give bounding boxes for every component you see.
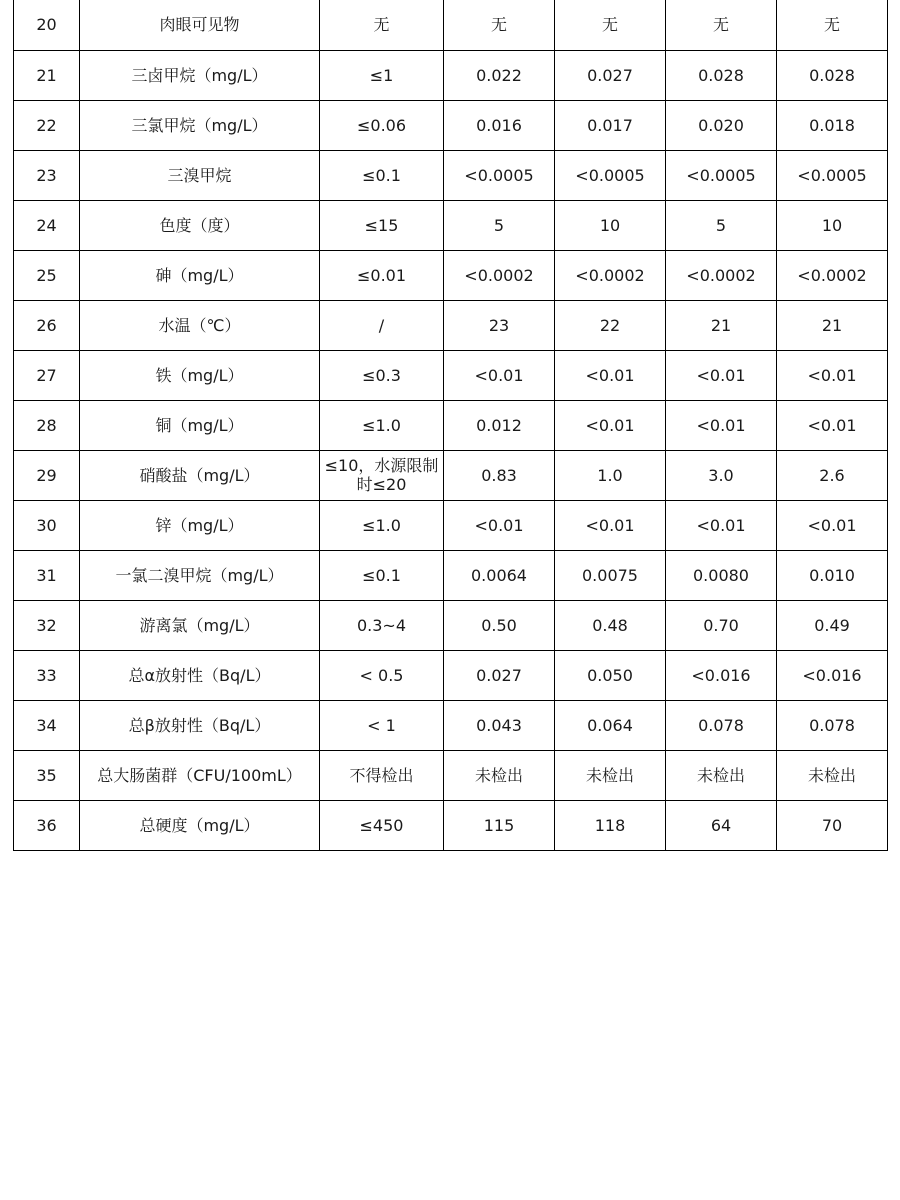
sample-2-value: 1.0: [555, 450, 666, 500]
sample-3-value: 0.020: [666, 100, 777, 150]
sample-3-value: <0.0005: [666, 150, 777, 200]
table-row: [14, 150, 888, 200]
test-item: 三卤甲烷（mg/L）: [80, 50, 320, 100]
table-row: [14, 550, 888, 600]
sample-3-value: <0.01: [666, 400, 777, 450]
sample-2-value: 未检出: [555, 750, 666, 800]
table-row: [14, 100, 888, 150]
table-row: [14, 700, 888, 750]
sample-4-value: 0.078: [777, 700, 888, 750]
row-number: 31: [14, 550, 80, 600]
row-number: 23: [14, 150, 80, 200]
sample-1-value: <0.01: [444, 500, 555, 550]
sample-4-value: <0.01: [777, 400, 888, 450]
row-number: 28: [14, 400, 80, 450]
sample-3-value: <0.0002: [666, 250, 777, 300]
sample-3-value: 3.0: [666, 450, 777, 500]
sample-2-value: <0.0005: [555, 150, 666, 200]
table-row: [14, 300, 888, 350]
sample-1-value: 23: [444, 300, 555, 350]
sample-4-value: 0.018: [777, 100, 888, 150]
sample-1-value: <0.0005: [444, 150, 555, 200]
sample-1-value: 0.83: [444, 450, 555, 500]
table-row: [14, 400, 888, 450]
sample-4-value: <0.016: [777, 650, 888, 700]
standard-limit: ≤0.1: [320, 550, 444, 600]
sample-3-value: <0.016: [666, 650, 777, 700]
sample-1-value: 无: [444, 0, 555, 50]
sample-3-value: 5: [666, 200, 777, 250]
standard-limit: ≤450: [320, 800, 444, 850]
test-item: 游离氯（mg/L）: [80, 600, 320, 650]
sample-1-value: 0.0064: [444, 550, 555, 600]
sample-3-value: <0.01: [666, 350, 777, 400]
sample-2-value: 0.48: [555, 600, 666, 650]
test-item: 总α放射性（Bq/L）: [80, 650, 320, 700]
sample-2-value: 0.017: [555, 100, 666, 150]
sample-4-value: 21: [777, 300, 888, 350]
test-item: 三溴甲烷: [80, 150, 320, 200]
standard-limit: ≤1.0: [320, 500, 444, 550]
sample-2-value: 无: [555, 0, 666, 50]
test-item: 铁（mg/L）: [80, 350, 320, 400]
sample-3-value: 无: [666, 0, 777, 50]
sample-1-value: 0.027: [444, 650, 555, 700]
sample-1-value: 0.012: [444, 400, 555, 450]
row-number: 34: [14, 700, 80, 750]
sample-4-value: 未检出: [777, 750, 888, 800]
table-row: [14, 600, 888, 650]
standard-limit: ≤1.0: [320, 400, 444, 450]
table-body: [14, 0, 888, 850]
test-item: 总硬度（mg/L）: [80, 800, 320, 850]
sample-4-value: <0.0002: [777, 250, 888, 300]
standard-limit: /: [320, 300, 444, 350]
sample-3-value: 0.70: [666, 600, 777, 650]
sample-3-value: 未检出: [666, 750, 777, 800]
sample-2-value: 22: [555, 300, 666, 350]
sample-1-value: <0.0002: [444, 250, 555, 300]
sample-4-value: 10: [777, 200, 888, 250]
row-number: 36: [14, 800, 80, 850]
test-item: 三氯甲烷（mg/L）: [80, 100, 320, 150]
test-item: 水温（℃）: [80, 300, 320, 350]
sample-3-value: 0.028: [666, 50, 777, 100]
row-number: 32: [14, 600, 80, 650]
sample-3-value: 21: [666, 300, 777, 350]
sample-2-value: <0.01: [555, 400, 666, 450]
standard-limit: < 0.5: [320, 650, 444, 700]
table-row: [14, 450, 888, 500]
standard-limit: ≤1: [320, 50, 444, 100]
row-number: 26: [14, 300, 80, 350]
standard-limit: 0.3~4: [320, 600, 444, 650]
test-item: 锌（mg/L）: [80, 500, 320, 550]
sample-1-value: 未检出: [444, 750, 555, 800]
standard-limit: ≤0.1: [320, 150, 444, 200]
table-row: [14, 750, 888, 800]
sample-1-value: <0.01: [444, 350, 555, 400]
standard-limit: < 1: [320, 700, 444, 750]
table-row: [14, 800, 888, 850]
table-row: [14, 500, 888, 550]
row-number: 30: [14, 500, 80, 550]
sample-2-value: <0.01: [555, 500, 666, 550]
test-item: 色度（度）: [80, 200, 320, 250]
test-item: 铜（mg/L）: [80, 400, 320, 450]
standard-limit: ≤10，水源限制时≤20: [320, 450, 444, 500]
sample-4-value: <0.01: [777, 350, 888, 400]
sample-2-value: 0.0075: [555, 550, 666, 600]
sample-4-value: 0.49: [777, 600, 888, 650]
table-row: [14, 350, 888, 400]
table-row: [14, 250, 888, 300]
sample-2-value: 118: [555, 800, 666, 850]
row-number: 33: [14, 650, 80, 700]
sample-4-value: 0.028: [777, 50, 888, 100]
sample-2-value: 0.027: [555, 50, 666, 100]
test-item: 一氯二溴甲烷（mg/L）: [80, 550, 320, 600]
sample-4-value: 0.010: [777, 550, 888, 600]
row-number: 20: [14, 0, 80, 50]
test-item: 硝酸盐（mg/L）: [80, 450, 320, 500]
sample-4-value: 无: [777, 0, 888, 50]
sample-2-value: 0.064: [555, 700, 666, 750]
table-row: [14, 200, 888, 250]
standard-limit: ≤0.06: [320, 100, 444, 150]
sample-3-value: <0.01: [666, 500, 777, 550]
sample-3-value: 64: [666, 800, 777, 850]
table-row: [14, 650, 888, 700]
sample-1-value: 0.022: [444, 50, 555, 100]
test-item: 肉眼可见物: [80, 0, 320, 50]
row-number: 21: [14, 50, 80, 100]
standard-limit: ≤0.3: [320, 350, 444, 400]
test-item: 总β放射性（Bq/L）: [80, 700, 320, 750]
sample-1-value: 5: [444, 200, 555, 250]
standard-limit: 不得检出: [320, 750, 444, 800]
table-row: [14, 50, 888, 100]
row-number: 27: [14, 350, 80, 400]
sample-1-value: 115: [444, 800, 555, 850]
test-item: 砷（mg/L）: [80, 250, 320, 300]
sample-3-value: 0.0080: [666, 550, 777, 600]
row-number: 24: [14, 200, 80, 250]
sample-1-value: 0.043: [444, 700, 555, 750]
sample-3-value: 0.078: [666, 700, 777, 750]
row-number: 25: [14, 250, 80, 300]
sample-4-value: <0.0005: [777, 150, 888, 200]
row-number: 22: [14, 100, 80, 150]
sample-2-value: 10: [555, 200, 666, 250]
sample-1-value: 0.016: [444, 100, 555, 150]
standard-limit: ≤0.01: [320, 250, 444, 300]
sample-4-value: 2.6: [777, 450, 888, 500]
sample-4-value: 70: [777, 800, 888, 850]
sample-4-value: <0.01: [777, 500, 888, 550]
row-number: 29: [14, 450, 80, 500]
sample-2-value: <0.0002: [555, 250, 666, 300]
standard-limit: 无: [320, 0, 444, 50]
sample-2-value: 0.050: [555, 650, 666, 700]
water-quality-table: [13, 0, 888, 851]
row-number: 35: [14, 750, 80, 800]
sample-1-value: 0.50: [444, 600, 555, 650]
sample-2-value: <0.01: [555, 350, 666, 400]
test-item: 总大肠菌群（CFU/100mL）: [80, 750, 320, 800]
table-row: [14, 0, 888, 50]
standard-limit: ≤15: [320, 200, 444, 250]
